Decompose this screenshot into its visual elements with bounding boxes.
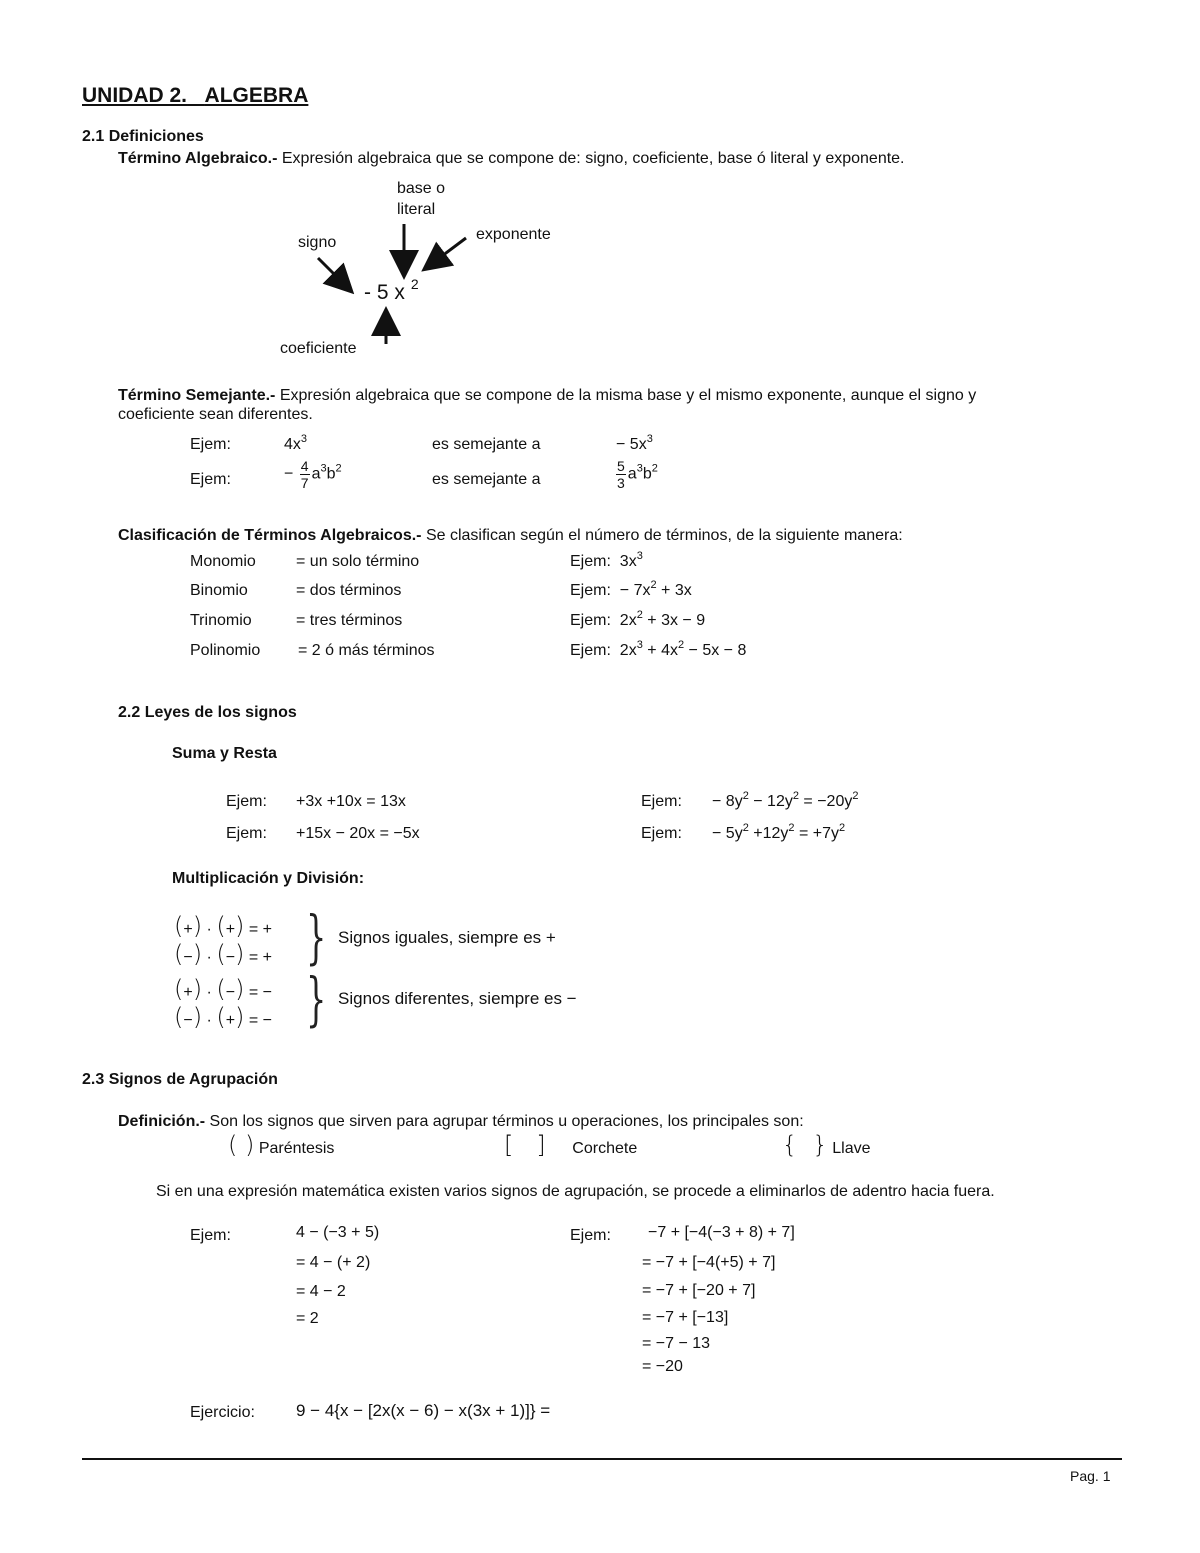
clas-row-ej-label: Ejem: (570, 582, 611, 599)
suma-r-b-exp: 2 (792, 790, 799, 802)
clas-text: Se clasifican según el número de términos, de la siguiente manera: (421, 527, 903, 544)
suma-expr: +15x − 20x = −5x (296, 825, 420, 842)
sem-label: Término Semejante.- (118, 387, 276, 404)
clas-row-ej-label: Ejem: (570, 642, 611, 659)
unit-subject: ALGEBRA (204, 84, 309, 107)
ejem1-right-text: − 5x (616, 436, 647, 453)
suma-r-b: − 12y (748, 793, 793, 810)
paren-symbol: ( ) (228, 1131, 255, 1159)
mult-b: + (225, 921, 236, 938)
agrup-def-label: Definición.- (118, 1113, 206, 1130)
brace-diferentes: } (306, 965, 327, 1033)
ejercicio-expr: 9 − 4{x − [2x(x − 6) − x(3x + 1)]} = (296, 1401, 551, 1420)
clas-row-ej (570, 579, 692, 600)
clas-row-exp2: 2 (677, 639, 685, 651)
ejem2-left-fraction (300, 458, 310, 491)
clas-row-ej (570, 609, 706, 630)
suma-expr: +3x +10x = 13x (296, 793, 406, 810)
agrup-ej-right-line: = −7 − 13 (642, 1335, 711, 1352)
mult-a: − (183, 949, 193, 966)
llave-label: Llave (832, 1140, 871, 1157)
suma-r-c: = +7y (794, 825, 840, 842)
clas-label: Clasificación de Términos Algebraicos.- (118, 527, 422, 544)
suma-ej-label: Ejem: (226, 825, 267, 842)
agrup-ej-left-line: 4 − (−3 + 5) (296, 1224, 380, 1241)
suma-r-expr (712, 790, 859, 811)
clas-row-rest: + 4x (642, 642, 678, 659)
clas-row-name: Monomio (190, 553, 256, 570)
mult-a: + (183, 984, 193, 1001)
si-text: Si en una expresión matemática existen varios signos de agrupación, se procede a eliminarlos de adentro hacia fuera. (156, 1183, 995, 1200)
mult-r: + (262, 949, 272, 966)
ejem2-left-num: 4 (300, 458, 309, 474)
corchete-item (504, 1131, 637, 1159)
ejem1-right (616, 433, 653, 454)
clas-row-rest2: − 5x − 8 (684, 642, 747, 659)
ejem1-left-exp: 3 (300, 433, 308, 445)
term-label: Término Algebraico.- (118, 150, 278, 167)
suma-r-a: − 5y (712, 825, 743, 842)
mult-a: − (183, 1012, 193, 1029)
agrup-ej-right-line: = −7 + [−20 + 7] (642, 1282, 756, 1299)
clas-row-def: = tres términos (296, 612, 403, 629)
clas-row-expr: 3x (619, 553, 637, 570)
clas-row-def: = dos términos (296, 582, 402, 599)
suma-r-a-exp: 2 (742, 822, 749, 834)
llave-symbol: { } (782, 1131, 828, 1159)
ejem2-right-num: 5 (617, 458, 625, 474)
ejem2-right-a: a (627, 465, 637, 483)
diferentes-text: Signos diferentes, siempre es − (338, 989, 577, 1008)
ejem2-left-a: a (311, 465, 321, 483)
mult-a: + (183, 921, 193, 938)
diagram-exp: 2 (410, 276, 419, 292)
clas-row-name: Polinomio (190, 642, 261, 659)
ejem1-mid: es semejante a (432, 436, 541, 453)
corchete-symbol: [ ] (504, 1131, 546, 1159)
suma-r-a-exp: 2 (742, 790, 749, 802)
clas-row-exp: 3 (636, 639, 643, 651)
paren-item (228, 1131, 334, 1159)
mult-rule: (+) · (+) = + (174, 912, 272, 940)
label-literal: literal (397, 201, 436, 218)
ejem1-right-exp: 3 (646, 433, 653, 445)
ejem2-right-den: 3 (617, 475, 625, 491)
ejem2-right-fraction (616, 458, 626, 491)
brace-iguales: } (306, 903, 327, 971)
clas-row-exp: 2 (636, 609, 643, 621)
mult-r: − (262, 984, 272, 1001)
clas-row-exp: 2 (650, 579, 657, 591)
mult-rule: (−) · (−) = + (174, 940, 272, 968)
sem-text-1: Expresión algebraica que se compone de la misma base y el mismo exponente, aunque el signo y (275, 387, 977, 404)
agrup-ej-left-line: = 4 − 2 (296, 1283, 346, 1300)
agrup-ej-right-line: = −20 (642, 1358, 683, 1375)
ejem2-right-b: b (642, 465, 652, 483)
agrup-ej-right-line: = −7 + [−4(+5) + 7] (642, 1254, 776, 1271)
suma-r-c-exp: 2 (852, 790, 859, 802)
mult-title: Multiplicación y División: (172, 870, 365, 887)
clas-row-expr: 2x (619, 642, 637, 659)
ejercicio-label: Ejercicio: (190, 1404, 255, 1421)
clas-row-ej-label: Ejem: (570, 553, 611, 570)
section-2-1-title: 2.1 Definiciones (82, 128, 204, 145)
clas-row-name: Binomio (190, 582, 248, 599)
diagram-expr-text: - 5 x (364, 281, 405, 304)
paren-label: Paréntesis (258, 1140, 335, 1157)
label-base: base o (397, 180, 446, 197)
label-signo: signo (298, 234, 337, 251)
ejem1-label: Ejem: (190, 436, 231, 453)
ejem1-left (284, 433, 308, 454)
ejem1-left-text: 4x (284, 436, 301, 453)
mult-r: + (262, 921, 272, 938)
agrup-ej-right-label: Ejem: (570, 1227, 611, 1244)
llave-item (782, 1131, 871, 1159)
arrow-exponente (426, 238, 466, 268)
ejem2-right-b-exp: 2 (651, 462, 658, 475)
ejem2-left (284, 458, 342, 491)
mult-rule: (+) · (−) = − (174, 975, 272, 1003)
ejem2-right (614, 458, 658, 491)
clas-row-rest: + 3x (656, 582, 692, 599)
suma-r-ej-label: Ejem: (641, 825, 682, 842)
mult-b: − (225, 984, 236, 1001)
suma-r-c-exp: 2 (839, 822, 846, 834)
mult-b: − (225, 949, 236, 966)
ejem2-left-b-exp: 2 (335, 462, 342, 475)
agrup-ej-right-line: = −7 + [−13] (642, 1309, 729, 1326)
iguales-text: Signos iguales, siempre es + (338, 928, 556, 947)
clas-row-rest: + 3x − 9 (642, 612, 706, 629)
footer-divider (82, 1458, 1122, 1460)
agrup-ej-left-label: Ejem: (190, 1227, 231, 1244)
agrup-ej-left-line: = 2 (296, 1310, 319, 1327)
unit-number: UNIDAD 2. (82, 84, 188, 107)
term-diagram-arrows (0, 0, 1200, 400)
suma-r-b: +12y (748, 825, 789, 842)
clas-row-ej (570, 639, 747, 660)
clas-definition (118, 527, 903, 545)
mult-r: − (262, 1012, 272, 1029)
agrup-ej-left-line: = 4 − (+ 2) (296, 1254, 371, 1271)
suma-r-a: − 8y (712, 793, 743, 810)
clas-row-def: = un solo término (296, 553, 420, 570)
clas-row-name: Trinomio (190, 612, 252, 629)
agrup-def-text: Son los signos que sirven para agrupar términos u operaciones, los principales son: (205, 1113, 804, 1130)
ejem2-left-den: 7 (300, 475, 309, 491)
clas-row-def: = 2 ó más términos (298, 642, 435, 659)
ejem2-label: Ejem: (190, 471, 231, 488)
clas-row-ej (570, 550, 643, 571)
suma-ej-label: Ejem: (226, 793, 267, 810)
clas-row-expr: − 7x (619, 582, 651, 599)
section-2-3-title: 2.3 Signos de Agrupación (82, 1071, 278, 1088)
mult-b: + (225, 1012, 236, 1029)
ejem2-left-sign: − (284, 465, 294, 483)
clas-row-exp: 3 (636, 550, 643, 562)
sem-text-2: coeficiente sean diferentes. (118, 406, 313, 423)
arrow-signo (318, 258, 350, 290)
suma-r-expr (712, 822, 846, 843)
clas-row-ej-label: Ejem: (570, 612, 611, 629)
label-exponente: exponente (476, 226, 551, 243)
diagram-expression (364, 276, 419, 305)
mult-rule: (−) · (+) = − (174, 1003, 272, 1031)
agrup-ej-right-line: −7 + [−4(−3 + 8) + 7] (648, 1224, 795, 1241)
ejem2-mid: es semejante a (432, 471, 541, 488)
page-number: Pag. 1 (1070, 1468, 1111, 1484)
section-2-2-title: 2.2 Leyes de los signos (118, 704, 297, 721)
clas-row-expr: 2x (619, 612, 637, 629)
agrup-definition (118, 1113, 804, 1131)
term-text: Expresión algebraica que se compone de: signo, coeficiente, base ó literal y exponente. (277, 150, 905, 167)
label-coeficiente: coeficiente (280, 340, 357, 357)
ejem2-left-b: b (326, 465, 336, 483)
corchete-label: Corchete (572, 1140, 638, 1157)
suma-r-c: = −20y (798, 793, 853, 810)
ejem2-right-a-exp: 3 (636, 462, 643, 475)
ejem2-left-a-exp: 3 (320, 462, 327, 475)
suma-title: Suma y Resta (172, 745, 277, 762)
sem-definition (118, 387, 976, 405)
suma-r-b-exp: 2 (788, 822, 795, 834)
suma-r-ej-label: Ejem: (641, 793, 682, 810)
